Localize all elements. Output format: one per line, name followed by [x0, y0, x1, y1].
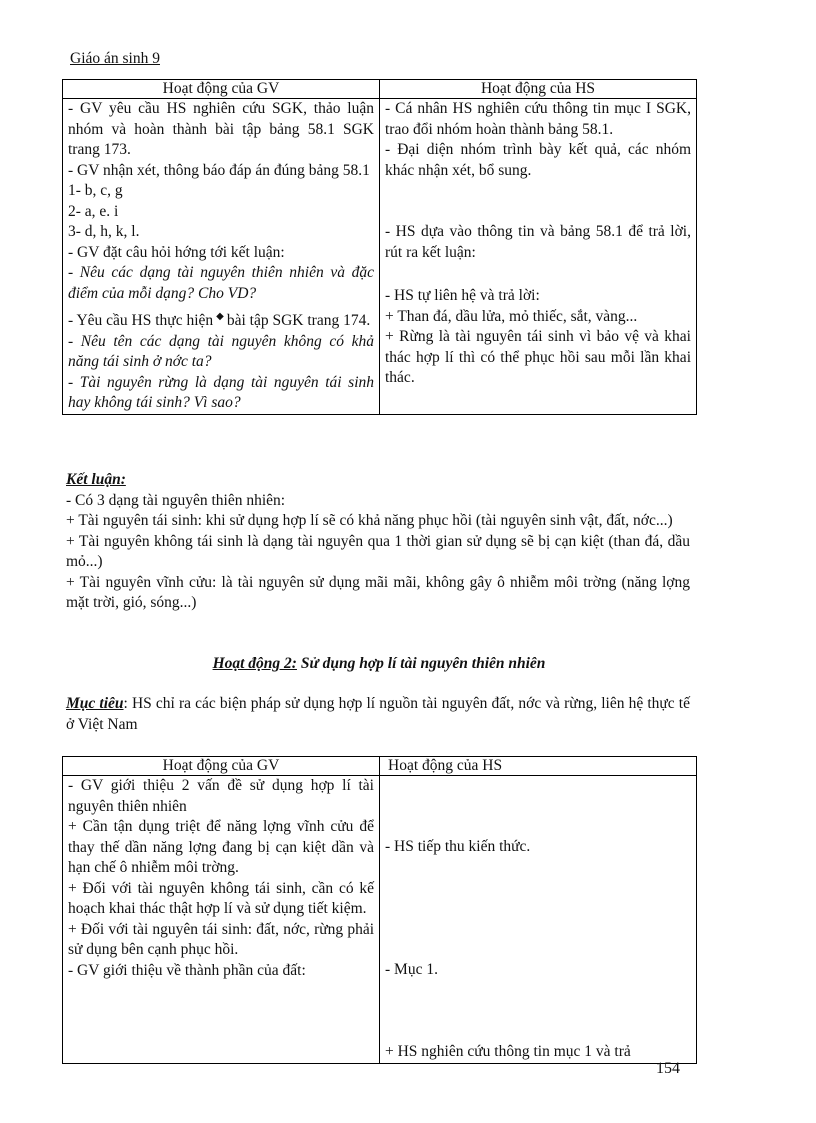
- gv-answer: 1- b, c, g: [68, 182, 123, 199]
- table1-header-hs: Hoạt động của HS: [380, 80, 697, 99]
- table1-hs-cell: [380, 99, 697, 415]
- page-number: 154: [656, 1060, 680, 1077]
- gv-step: - GV nhận xét, thông báo đáp án đúng bảng 58.1: [68, 161, 370, 179]
- activity2-title: Sử dụng hợp lí tài nguyên thiên nhiên: [296, 655, 546, 672]
- gv-question: - Nêu các dạng tài nguyên thiên nhiên và đặc điểm của mỗi dạng? Cho VD?: [68, 264, 374, 302]
- hs-step: - Mục 1.: [385, 960, 438, 978]
- gv-step: - GV giới thiệu về thành phần của đất:: [68, 961, 306, 979]
- gv-answer: 3- d, h, k, l.: [68, 223, 140, 240]
- objective-text: : HS chỉ ra các biện pháp sử dụng hợp lí nguồn tài nguyên đất, nớc và rừng, liên hệ thực tế ở Việt Nam: [66, 695, 690, 733]
- hs-answer: + Than đá, dầu lửa, mỏ thiếc, sắt, vàng...: [385, 307, 638, 325]
- gv-step: - GV đặt câu hỏi hớng tới kết luận:: [68, 243, 285, 261]
- hs-step: - HS tự liên hệ và trả lời:: [385, 287, 540, 304]
- hs-answer: + Rừng là tài nguyên tái sinh vì bảo vệ và khai thác hợp lí thì có thể phục hồi sau mỗi lần khai thác.: [385, 328, 691, 386]
- table2-gv-cell: [63, 776, 380, 1064]
- page-header: Giáo án sinh 9: [70, 50, 160, 67]
- gv-step: - GV yêu cầu HS nghiên cứu SGK, thảo luận nhóm và hoàn thành bài tập bảng 58.1 SGK trang 173.: [68, 100, 374, 158]
- gv-question: - Tài nguyên rừng là dạng tài nguyên tái sinh hay không tái sinh? Vì sao?: [68, 373, 374, 412]
- activity-table-1: [62, 79, 697, 415]
- table2-header-gv: Hoạt động của GV: [63, 757, 380, 776]
- gv-answer: 2- a, e. i: [68, 202, 119, 220]
- conclusion-line: + Tài nguyên tái sinh: khi sử dụng hợp lí sẽ có khả năng phục hồi (tài nguyên sinh vật, đất, nớc...): [66, 512, 673, 529]
- conclusion-line: - Có 3 dạng tài nguyên thiên nhiên:: [66, 491, 286, 509]
- gv-step: bài tập SGK trang 174.: [226, 312, 371, 330]
- activity2-heading: [62, 655, 696, 673]
- table1-gv-cell: [63, 99, 380, 415]
- gv-question: - Nêu tên các dạng tài nguyên không có khả năng tái sinh ở nớc ta?: [68, 332, 374, 371]
- activity2-label: Hoạt động 2:: [212, 655, 297, 672]
- bullet-icon: ◆: [216, 311, 224, 322]
- table2-header-hs: Hoạt động của HS: [380, 757, 697, 776]
- table1-header-gv: Hoạt động của GV: [63, 80, 380, 99]
- gv-step: - GV giới thiệu 2 vấn đề sử dụng hợp lí tài nguyên thiên nhiên: [68, 777, 374, 815]
- conclusion-line: + Tài nguyên vĩnh cửu: là tài nguyên sử dụng mãi mãi, không gây ô nhiễm môi trờng (năng lợng mặt trời, gió, sóng...): [66, 573, 690, 611]
- conclusion-line: + Tài nguyên không tái sinh là dạng tài nguyên qua 1 thời gian sử dụng sẽ bị cạn kiệt (than đá, dầu mỏ...): [66, 532, 690, 570]
- table2-hs-cell: [380, 776, 697, 1064]
- objective: [66, 694, 690, 735]
- conclusion-title: Kết luận:: [66, 471, 126, 488]
- hs-step: + HS nghiên cứu thông tin mục 1 và trả: [385, 1043, 631, 1060]
- gv-step: + Cần tận dụng triệt để năng lợng vĩnh cửu để thay thế dần năng lợng đang bị cạn kiệt dần và hạn chế ô nhiễm môi trờng.: [68, 818, 374, 876]
- hs-step: - HS dựa vào thông tin và bảng 58.1 để trả lời, rút ra kết luận:: [385, 223, 691, 261]
- gv-step: - Yêu cầu HS thực hiện: [68, 312, 214, 330]
- activity-table-2: [62, 756, 697, 1064]
- gv-step: + Đối với tài nguyên không tái sinh, cần có kế hoạch khai thác thật hợp lí và sử dụng tiết kiệm.: [68, 879, 374, 917]
- hs-step: - HS tiếp thu kiến thức.: [385, 838, 531, 855]
- objective-label: Mục tiêu: [66, 695, 124, 712]
- conclusion: [66, 470, 690, 614]
- hs-step: - Đại diện nhóm trình bày kết quả, các nhóm khác nhận xét, bổ sung.: [385, 141, 691, 179]
- gv-step: + Đối với tài nguyên tái sinh: đất, nớc, rừng phải sử dụng bên cạnh phục hồi.: [68, 920, 374, 958]
- hs-step: - Cá nhân HS nghiên cứu thông tin mục I SGK, trao đổi nhóm hoàn thành bảng 58.1.: [385, 100, 691, 138]
